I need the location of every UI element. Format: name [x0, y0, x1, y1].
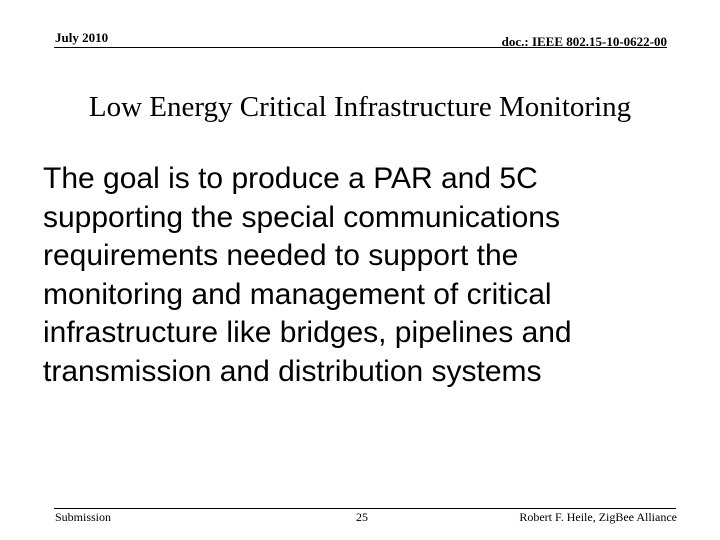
- header-divider: [54, 47, 667, 48]
- footer-page-number: 25: [356, 510, 368, 524]
- footer-author: Robert F. Heile, ZigBee Alliance: [519, 510, 677, 524]
- footer-divider: [54, 508, 676, 509]
- header-date: July 2010: [55, 30, 109, 45]
- footer-submission: Submission: [55, 510, 112, 524]
- header-doc-id: doc.: IEEE 802.15-10-0622-00: [501, 34, 667, 49]
- slide-title: Low Energy Critical Infrastructure Monitoring: [88, 91, 632, 123]
- slide-body-text: The goal is to produce a PAR and 5C supporting the special communications requirements needed to support the monitoring and management of critical infrastructure like bridges, pipelines and transmission and distribution systems: [43, 162, 572, 388]
